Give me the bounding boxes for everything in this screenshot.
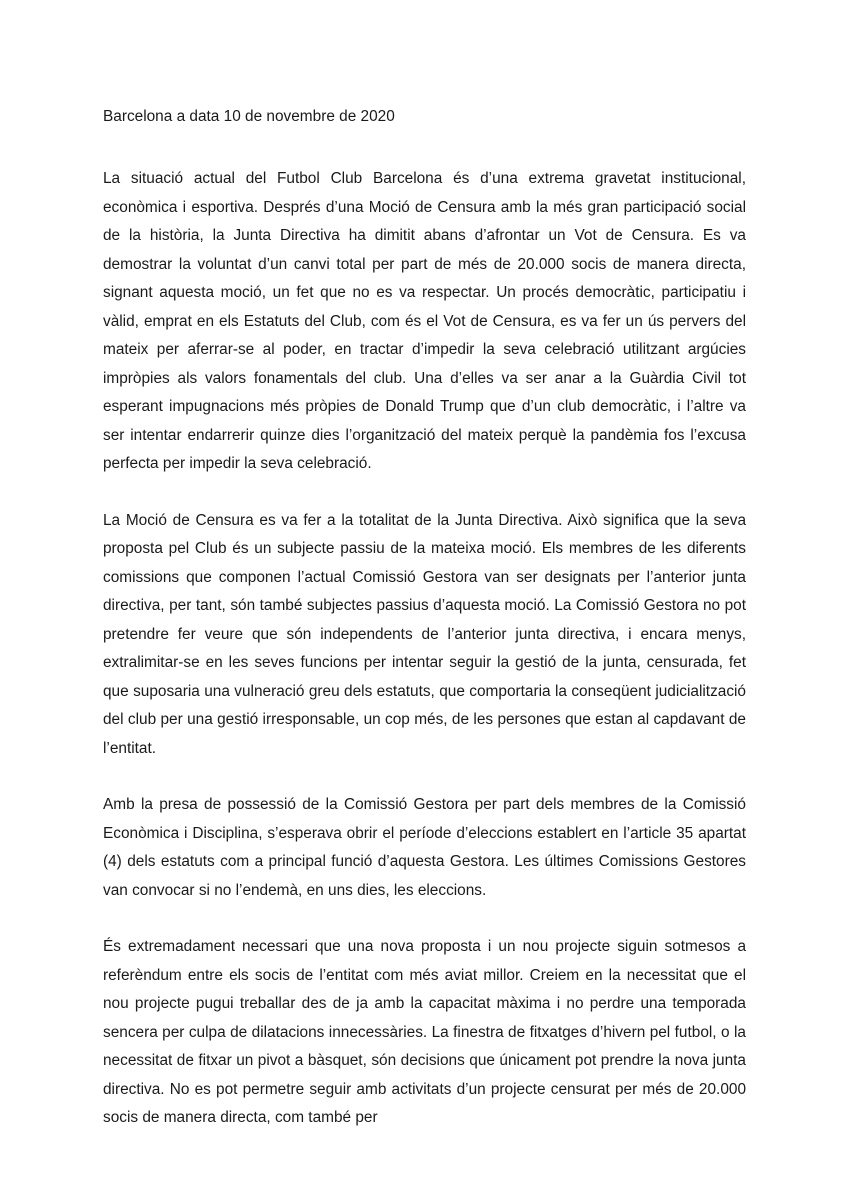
paragraph-gestora: Amb la presa de possessió de la Comissió Gestora per part dels membres de la Comissió Econòmica i Disciplina, s’esperava obrir el període d’eleccions establert en l’article 35 apartat (4) dels estatuts com a principal funció d’aquesta Gestora. Les últimes Comissions Gestores van convocar si no l’endemà, en uns dies, les eleccions. (103, 796, 746, 899)
document-body (103, 103, 746, 1133)
paragraph-referendum: És extremadament necessari que una nova proposta i un nou projecte siguin sotmesos a referèndum entre els socis de l’entitat com més aviat millor. Creiem en la necessitat que el nou projecte pugui treballar des de ja amb la capacitat màxima i no perdre una temporada sencera per culpa de dilatacions innecessàries. La finestra de fitxatges d’hivern pel futbol, o la necessitat de fitxar un pivot a bàsquet, són decisions que únicament pot prendre la nova junta directiva. No es pot permetre seguir amb activitats d’un projecte censurat per més de 20.000 socis de manera directa, com també per (103, 938, 746, 1126)
paragraph-situation: La situació actual del Futbol Club Barcelona és d’una extrema gravetat institucional, econòmica i esportiva. Després d’una Moció de Censura amb la més gran participació social de la història, la Junta Directiva ha dimitit abans d’afrontar un Vot de Censura. Es va demostrar la voluntat d’un canvi total per part de més de 20.000 socis de manera directa, signant aquesta moció, un fet que no es va respectar. Un procés democràtic, participatiu i vàlid, emprat en els Estatuts del Club, com és el Vot de Censura, es va fer un ús pervers del mateix per aferrar-se al poder, en tractar d’impedir la seva celebració utilitzant argúcies impròpies als valors fonamentals del club. Una d’elles va ser anar a la Guàrdia Civil tot esperant impugnacions més pròpies de Donald Trump que d’un club democràtic, i l’altre va ser intentar endarrerir quinze dies l’organització del mateix perquè la pandèmia fos l’excusa perfecta per impedir la seva celebració. (103, 170, 746, 472)
date-line: Barcelona a data 10 de novembre de 2020 (103, 108, 395, 125)
paragraph-censure-motion: La Moció de Censura es va fer a la totalitat de la Junta Directiva. Això significa que la seva proposta pel Club és un subjecte passiu de la mateixa moció. Els membres de les diferents comissions que componen l’actual Comissió Gestora van ser designats per l’anterior junta directiva, per tant, són també subjectes passius d’aquesta moció. La Comissió Gestora no pot pretendre fer veure que són independents de l’anterior junta directiva, i encara menys, extralimitar-se en les seves funcions per intentar seguir la gestió de la junta, censurada, fet que suposaria una vulneració greu dels estatuts, que comportaria la conseqüent judicialització del club per una gestió irresponsable, un cop més, de les persones que estan al capdavant de l’entitat. (103, 511, 746, 757)
